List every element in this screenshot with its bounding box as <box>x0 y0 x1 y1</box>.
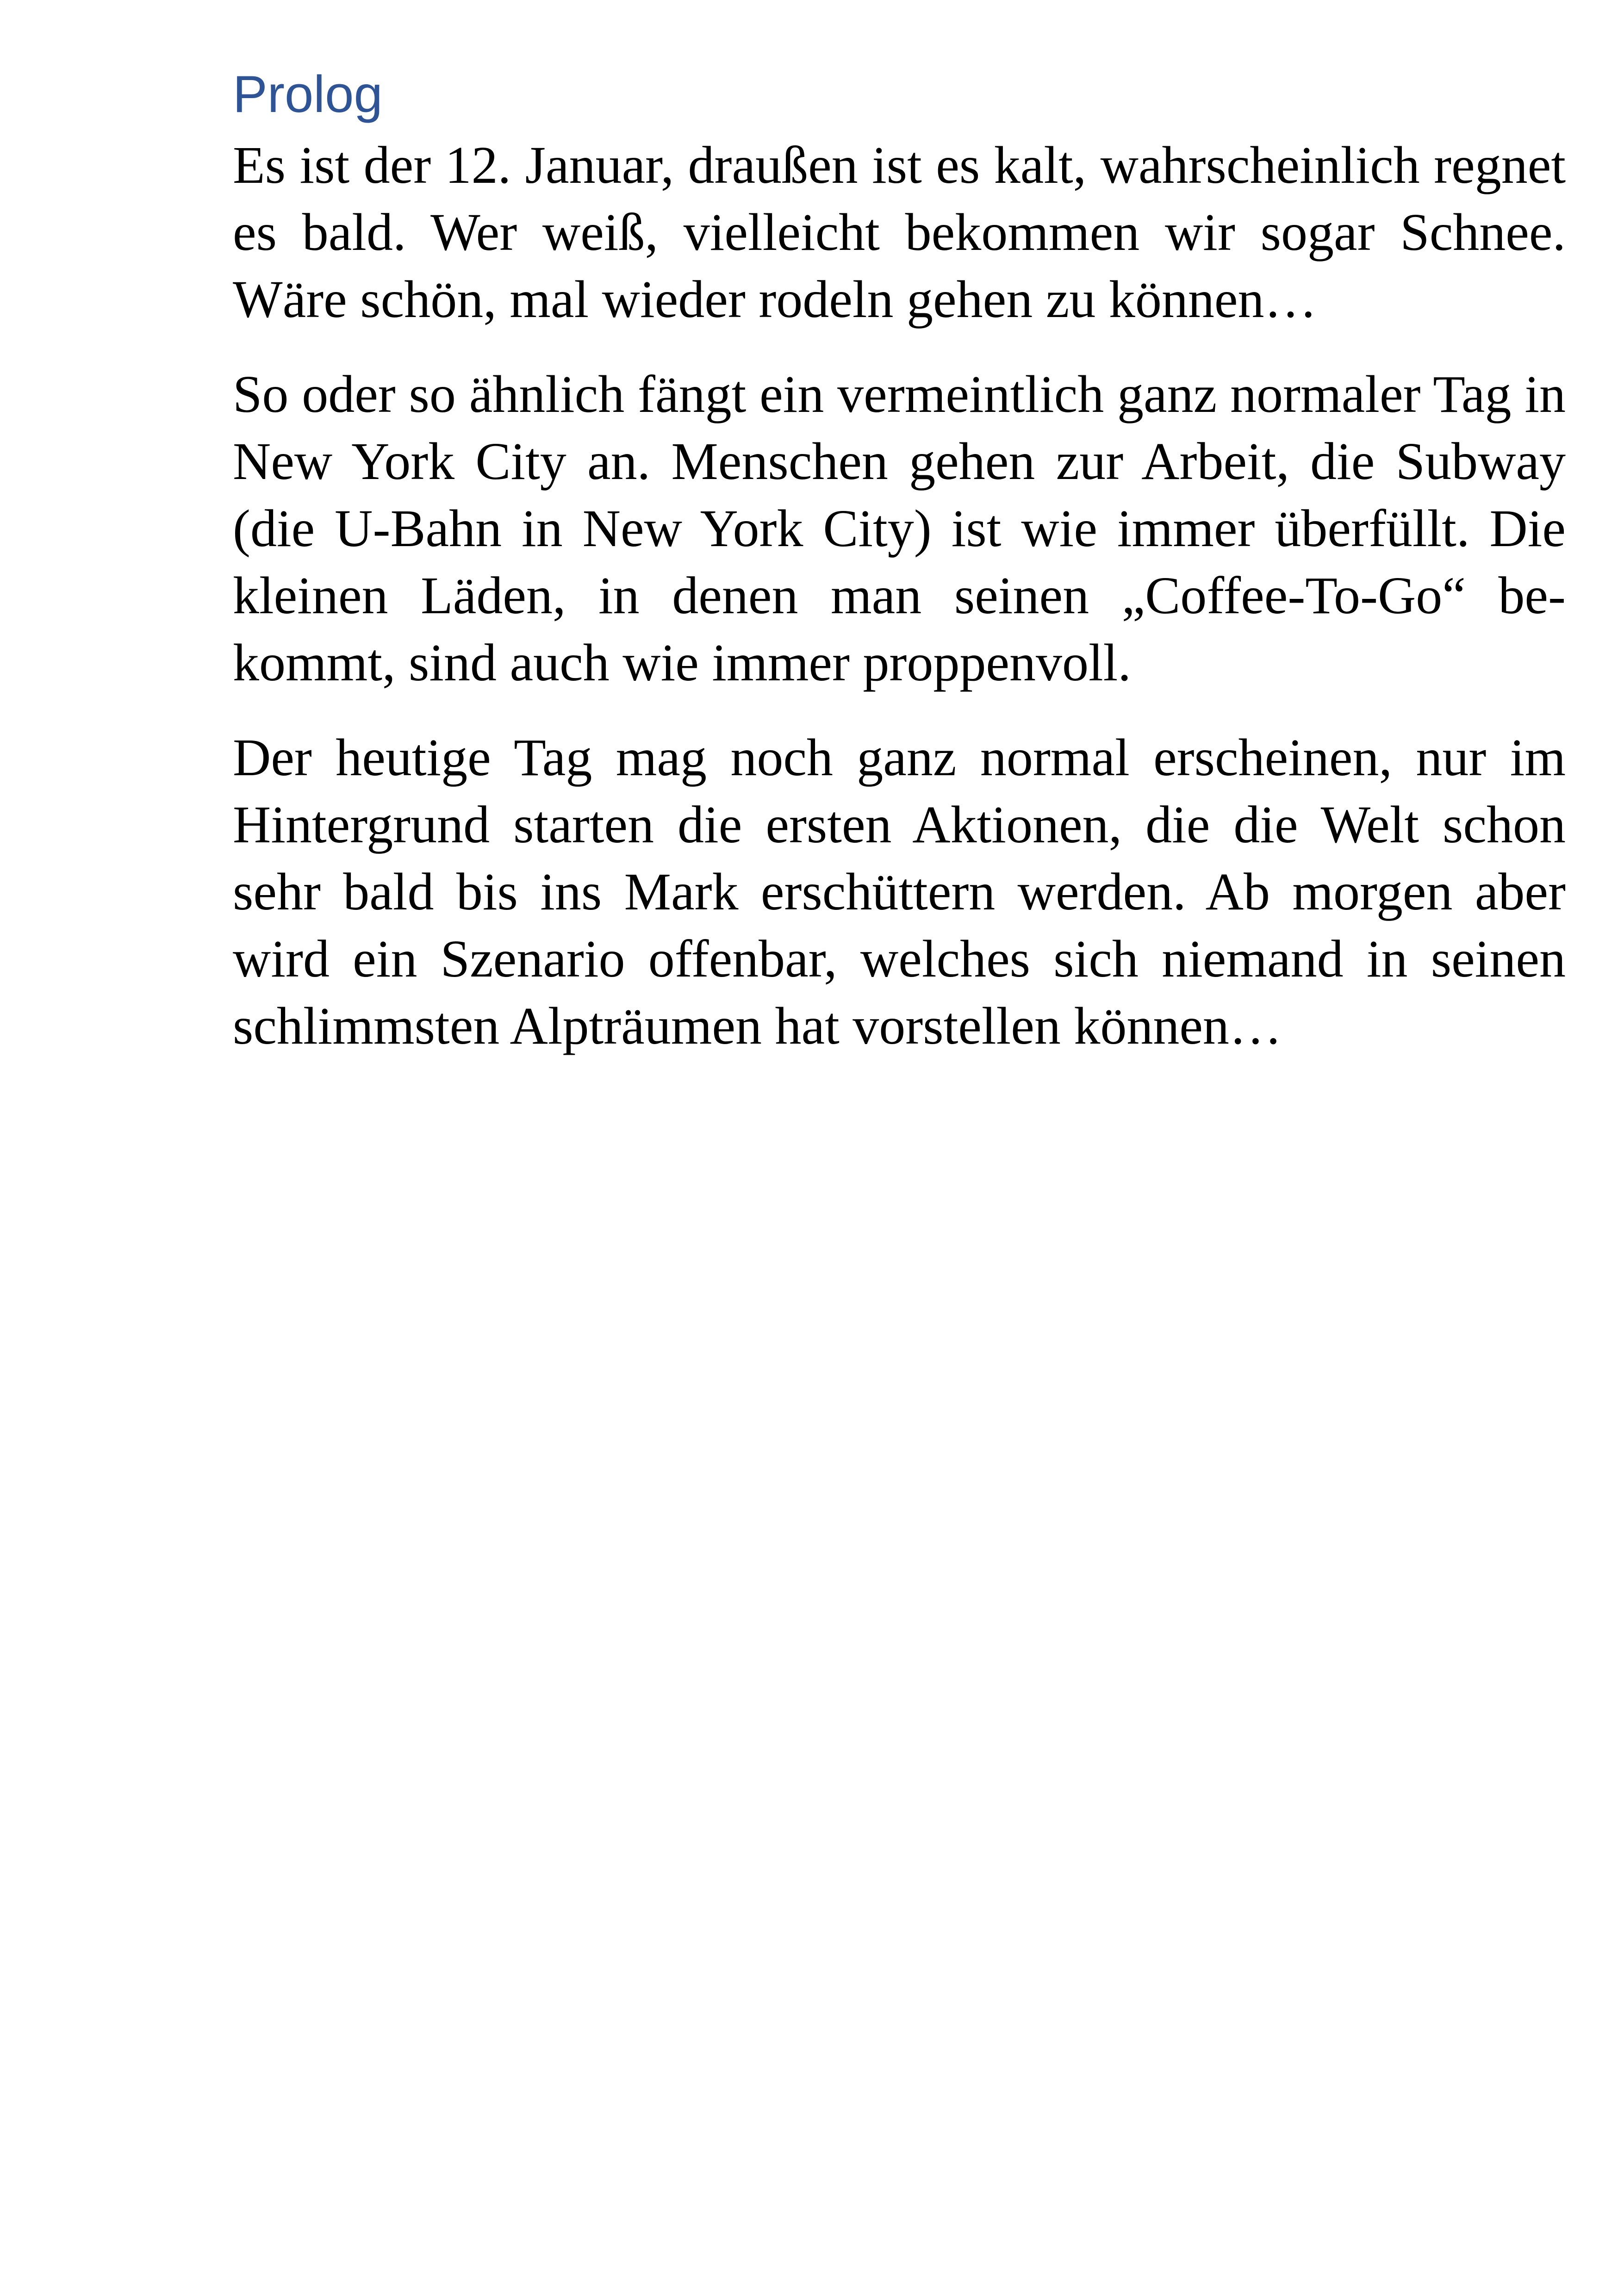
chapter-heading: Prolog <box>233 65 383 123</box>
paragraph-1: Es ist der 12. Januar, draußen ist es kalt, wahrscheinlich regnet es bald. Wer weiß, vielleicht bekommen wir sogar Schnee. Wäre schön, mal wieder rodeln gehen zu können… <box>233 136 1566 329</box>
paragraph-2: So oder so ähnlich fängt ein vermeintlich ganz normaler Tag in New York City an. Menschen gehen zur Arbeit, die Subway (die U-Bahn in New York City) ist wie immer überfüllt. Die kleinen Läden, in denen man seinen „Coffee-To-Go“ bekommt, sind auch wie immer proppenvoll. <box>233 365 1566 692</box>
paragraph-3: Der heutige Tag mag noch ganz normal erscheinen, nur im Hintergrund starten die ersten Aktionen, die die Welt schon sehr bald bis ins Mark erschüttern werden. Ab morgen aber wird ein Szenario offenbar, welches sich niemand in seinen schlimmsten Alpträumen hat vorstellen können… <box>233 728 1566 1055</box>
page-content <box>233 62 1566 1087</box>
